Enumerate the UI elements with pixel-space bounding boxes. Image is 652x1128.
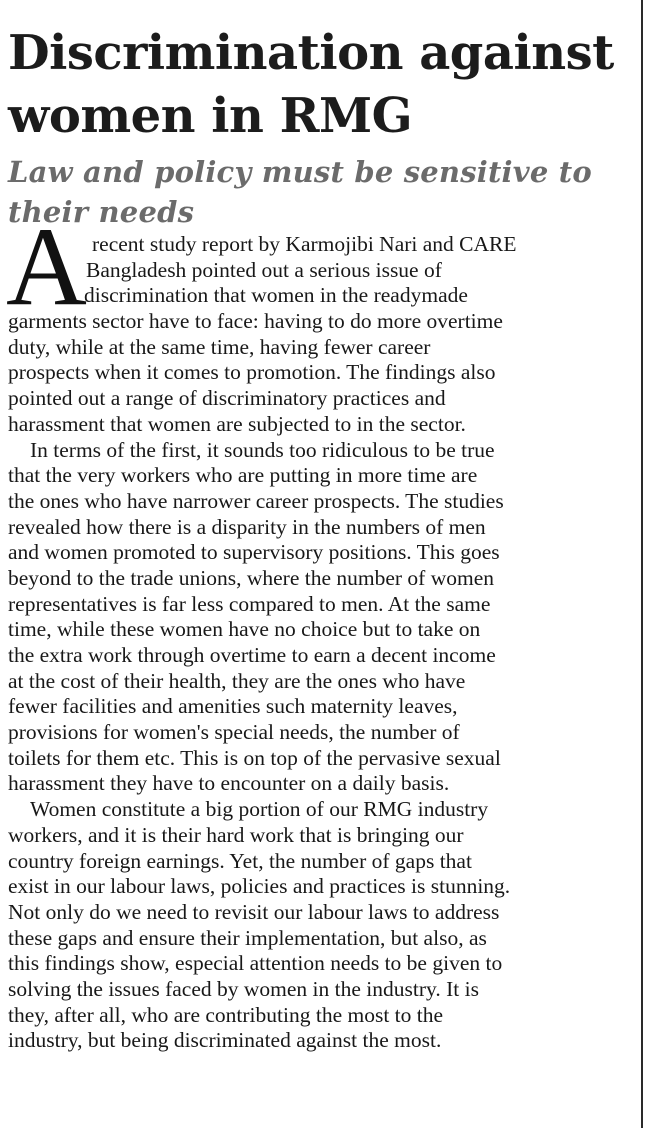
text-line: beyond to the trade unions, where the number of women <box>8 565 495 590</box>
subheadline <box>8 152 626 232</box>
text-line: revealed how there is a disparity in the numbers of men <box>8 514 486 539</box>
paragraph-2 <box>8 438 626 798</box>
text-line: harassment they have to encounter on a daily basis. <box>8 771 450 796</box>
text-line: Women constitute a big portion of our RMG industry <box>30 797 489 822</box>
text-line: these gaps and ensure their implementation, but also, as <box>8 925 487 950</box>
text-line: prospects when it comes to promotion. The findings also <box>8 360 496 385</box>
text-line: solving the issues faced by women in the industry. It is <box>8 976 479 1001</box>
text-line: time, while these women have no choice but to take on <box>8 617 481 642</box>
headline <box>8 22 626 148</box>
text-line: In terms of the first, it sounds too ridiculous to be true <box>30 437 495 462</box>
text-line: the extra work through overtime to earn a decent income <box>8 643 496 667</box>
headline-line: Discrimination against <box>8 25 614 81</box>
text-line: industry, but being discriminated against the most. <box>8 1028 442 1053</box>
text-line: workers, and it is their hard work that is bringing our <box>8 822 464 847</box>
text-line: fewer facilities and amenities such maternity leaves, <box>8 694 458 719</box>
text-line: exist in our labour laws, policies and practices is stunning. <box>8 874 511 899</box>
text-line: recent study report by Karmojibi Nari and CARE <box>92 232 517 256</box>
subheadline-line: their needs <box>8 195 195 229</box>
text-line: toilets for them etc. This is on top of the pervasive sexual <box>8 745 501 770</box>
text-line: pointed out a range of discriminatory practices and <box>8 386 446 411</box>
text-line: at the cost of their health, they are the ones who have <box>8 668 466 693</box>
text-line: duty, while at the same time, having fewer career <box>8 334 431 359</box>
subheadline-line: Law and policy must be sensitive to <box>8 155 592 189</box>
text-line: this findings show, especial attention needs to be given to <box>8 951 503 976</box>
column-rule <box>641 0 643 1128</box>
text-line: garments sector have to face: having to do more overtime <box>8 309 503 334</box>
editorial-article <box>8 0 626 1054</box>
text-line: Not only do we need to revisit our labour laws to address <box>8 899 500 924</box>
text-line: country foreign earnings. Yet, the number of gaps that <box>8 848 472 873</box>
paragraph-3 <box>8 797 626 1054</box>
text-line: they, after all, who are contributing the most to the <box>8 1002 444 1027</box>
text-line: the ones who have narrower career prospects. The studies <box>8 488 504 513</box>
text-line: and women promoted to supervisory positions. This goes <box>8 540 500 565</box>
text-line: representatives is far less compared to men. At the same <box>8 591 491 616</box>
text-line: provisions for women's special needs, the number of <box>8 720 460 745</box>
text-line: harassment that women are subjected to in the sector. <box>8 411 466 436</box>
text-line: Bangladesh pointed out a serious issue of <box>86 257 442 282</box>
text-line: that the very workers who are putting in more time are <box>8 463 478 488</box>
text-line: discrimination that women in the readymade <box>84 283 468 308</box>
drop-cap: A <box>6 205 87 329</box>
headline-line: women in RMG <box>8 88 413 144</box>
